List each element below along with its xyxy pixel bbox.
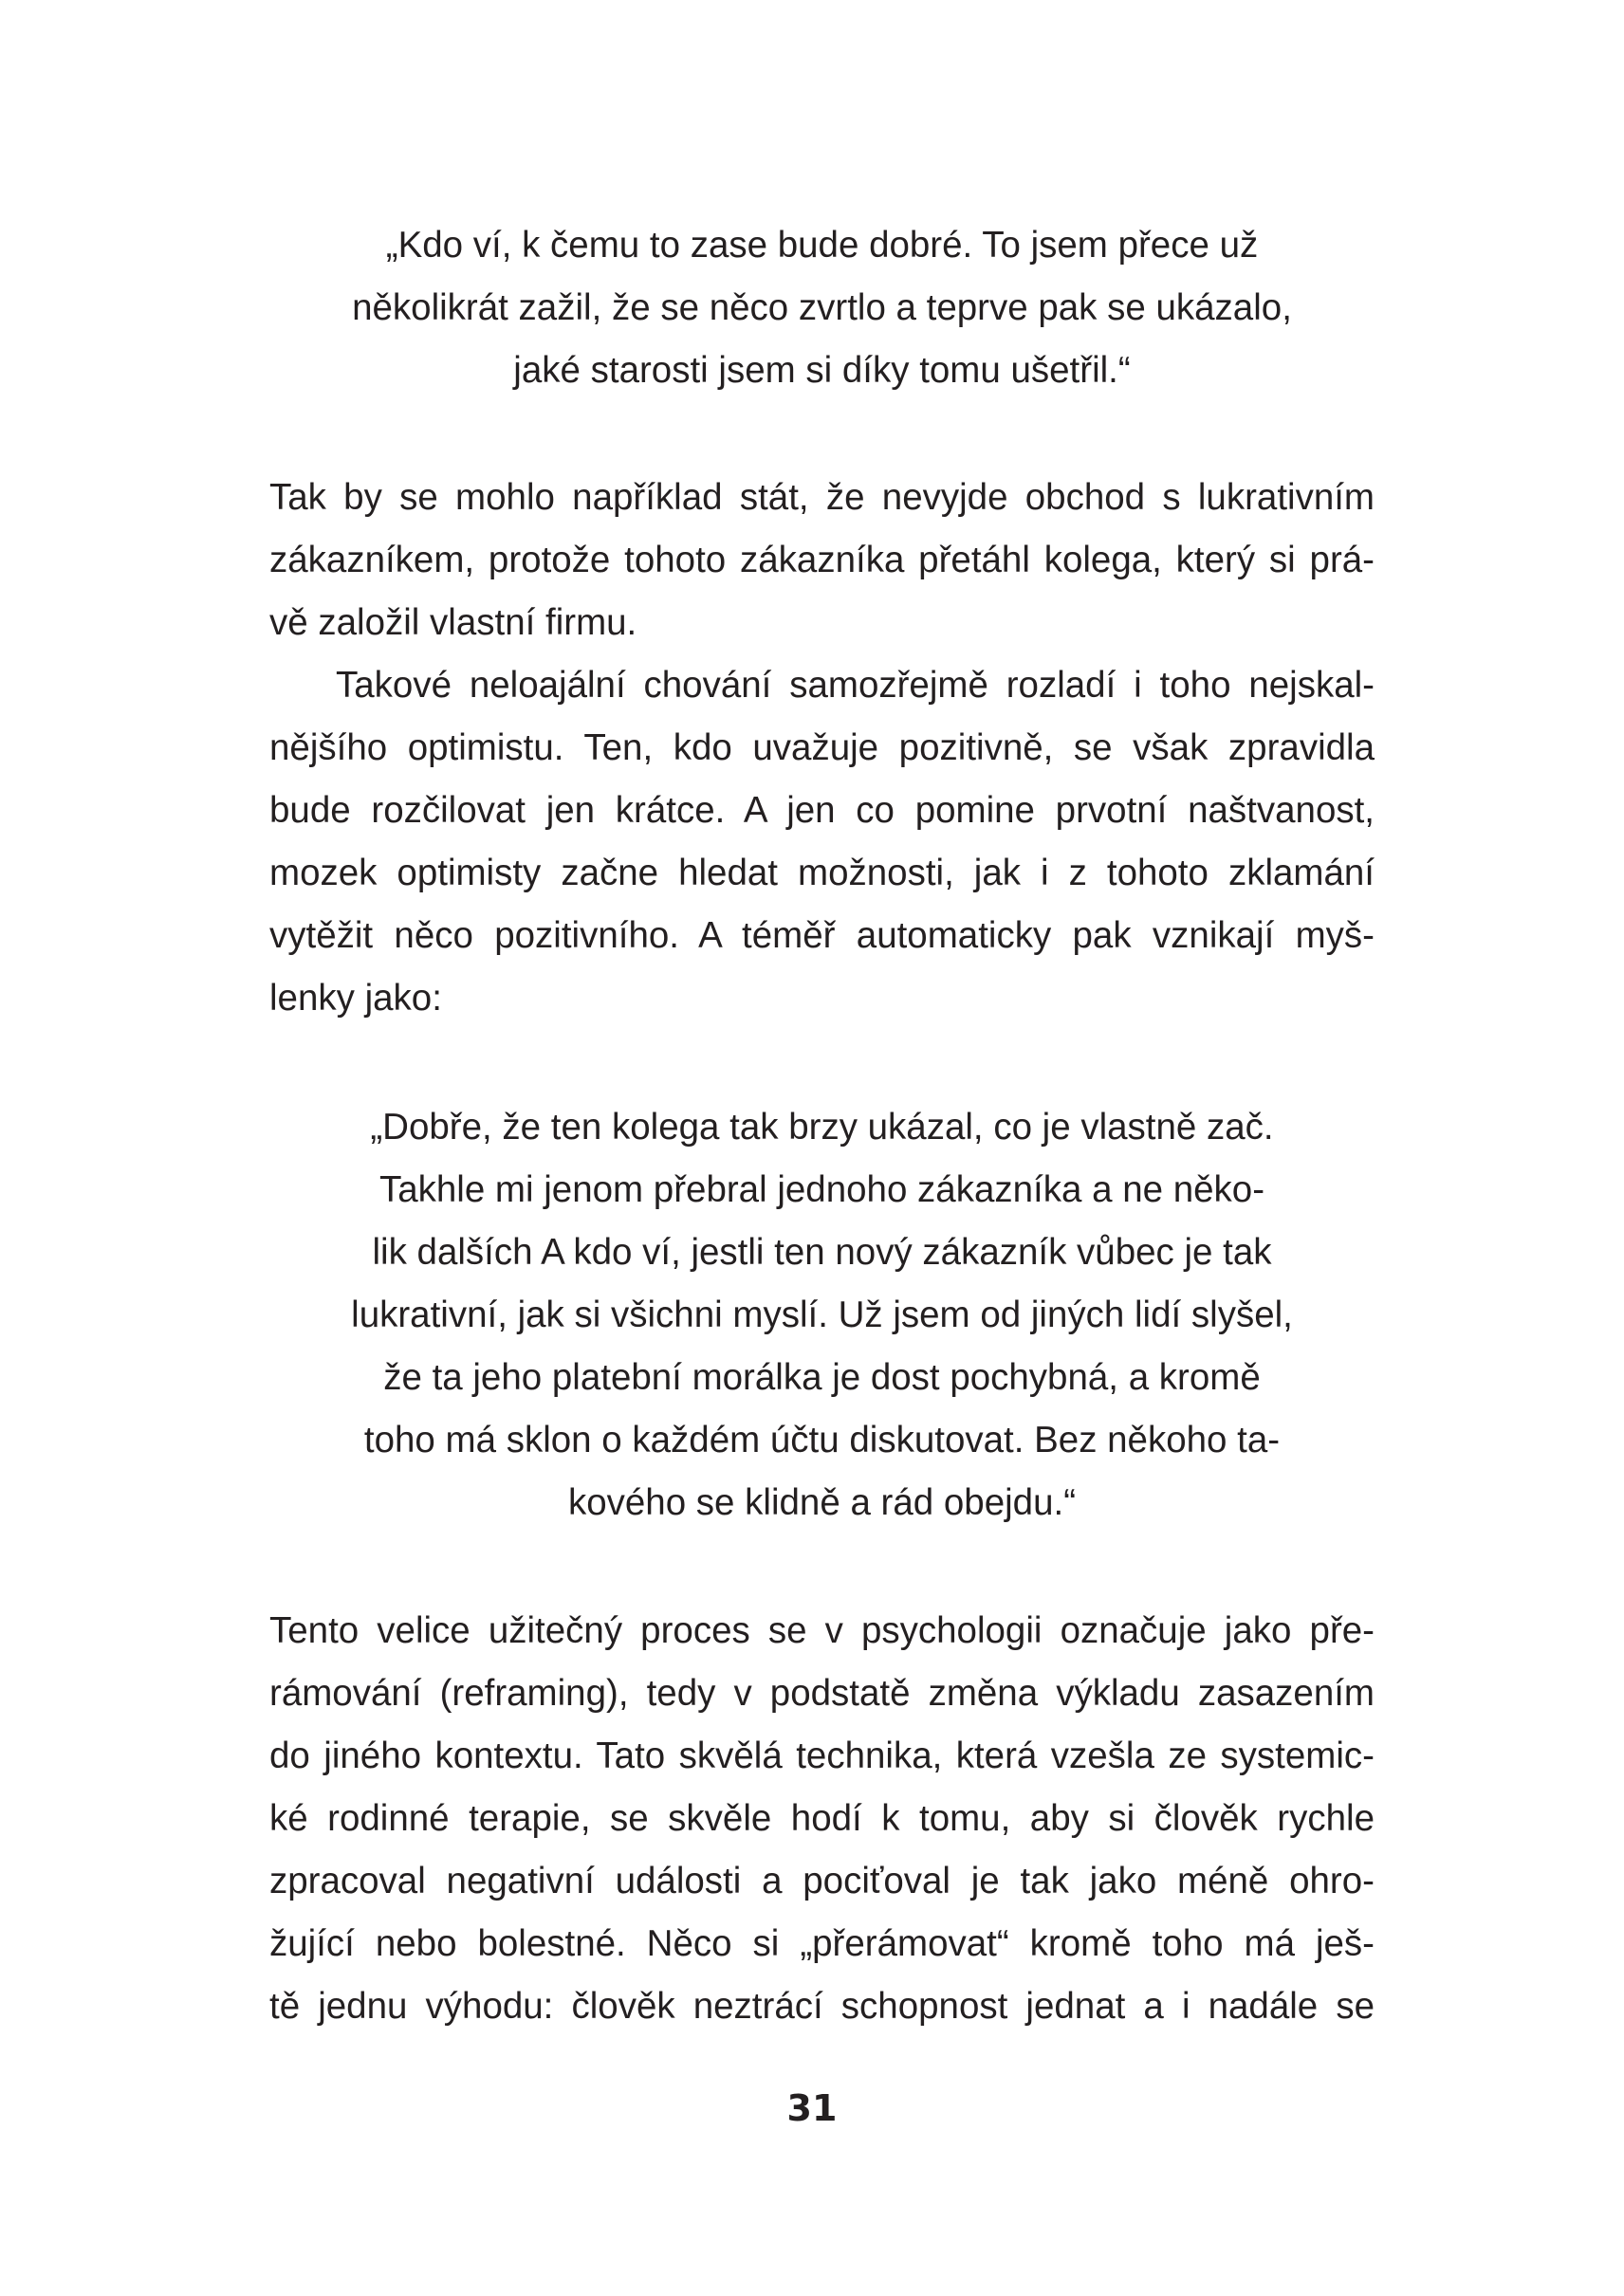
paragraph-line: mozek optimisty začne hledat možnosti, jak i z tohoto zklamání	[269, 853, 1375, 893]
paragraph-line: žující nebo bolestné. Něco si „přerámovat“ kromě toho má ješ-	[269, 1923, 1375, 1964]
paragraph-line: bude rozčilovat jen krátce. A jen co pomine prvotní naštvanost,	[269, 790, 1375, 831]
page-number: 31	[786, 2087, 838, 2129]
paragraph-line: zpracoval negativní události a pociťoval je tak jako méně ohro-	[269, 1861, 1375, 1901]
paragraph-line: Takové neloajální chování samozřejmě rozladí i toho nejskal-	[336, 665, 1375, 706]
quote-line: „Dobře, že ten kolega tak brzy ukázal, co je vlastně zač.	[370, 1107, 1274, 1148]
body-paragraph-1	[269, 467, 1375, 1030]
quote-line: kového se klidně a rád obejdu.“	[567, 1482, 1077, 1523]
body-paragraph-2	[269, 1600, 1375, 2038]
quote-line: toho má sklon o každém účtu diskutovat. Bez někoho ta-	[363, 1420, 1281, 1460]
quote-line: jaké starosti jsem si díky tomu ušetřil.“	[513, 350, 1131, 391]
quote-line: Takhle mi jenom přebral jednoho zákazníka a ne něko-	[378, 1169, 1265, 1210]
paragraph-line: Tak by se mohlo například stát, že nevyjde obchod s lukrativním	[269, 477, 1375, 518]
paragraph-line: tě jednu výhodu: člověk neztrácí schopnost jednat a i nadále se	[269, 1986, 1375, 2027]
paragraph-line: Tento velice užitečný proces se v psychologii označuje jako pře-	[269, 1610, 1375, 1651]
paragraph-line: nějšího optimistu. Ten, kdo uvažuje pozitivně, se však zpravidla	[269, 727, 1375, 768]
quote-line: „Kdo ví, k čemu to zase bude dobré. To jsem přece už	[385, 225, 1259, 266]
block-quote-2	[269, 1096, 1375, 1534]
paragraph-line: lenky jako:	[269, 978, 442, 1019]
paragraph-line: vě založil vlastní firmu.	[269, 602, 637, 643]
quote-line: lik dalších A kdo ví, jestli ten nový zákazník vůbec je tak	[372, 1232, 1272, 1273]
block-quote-1	[269, 214, 1375, 402]
quote-line: že ta jeho platební morálka je dost pochybná, a kromě	[383, 1357, 1261, 1398]
paragraph-line: zákazníkem, protože tohoto zákazníka přetáhl kolega, který si prá-	[269, 540, 1375, 580]
paragraph-line: rámování (reframing), tedy v podstatě změna výkladu zasazením	[269, 1673, 1375, 1714]
paragraph-line: do jiného kontextu. Tato skvělá technika, která vzešla ze systemic-	[269, 1736, 1375, 1776]
quote-line: několikrát zažil, že se něco zvrtlo a teprve pak se ukázalo,	[352, 287, 1292, 328]
paragraph-line: vytěžit něco pozitivního. A téměř automaticky pak vznikají myš-	[269, 915, 1375, 956]
paragraph-line: ké rodinné terapie, se skvěle hodí k tomu, aby si člověk rychle	[269, 1798, 1375, 1839]
quote-line: lukrativní, jak si všichni myslí. Už jsem od jiných lidí slyšel,	[351, 1295, 1293, 1335]
